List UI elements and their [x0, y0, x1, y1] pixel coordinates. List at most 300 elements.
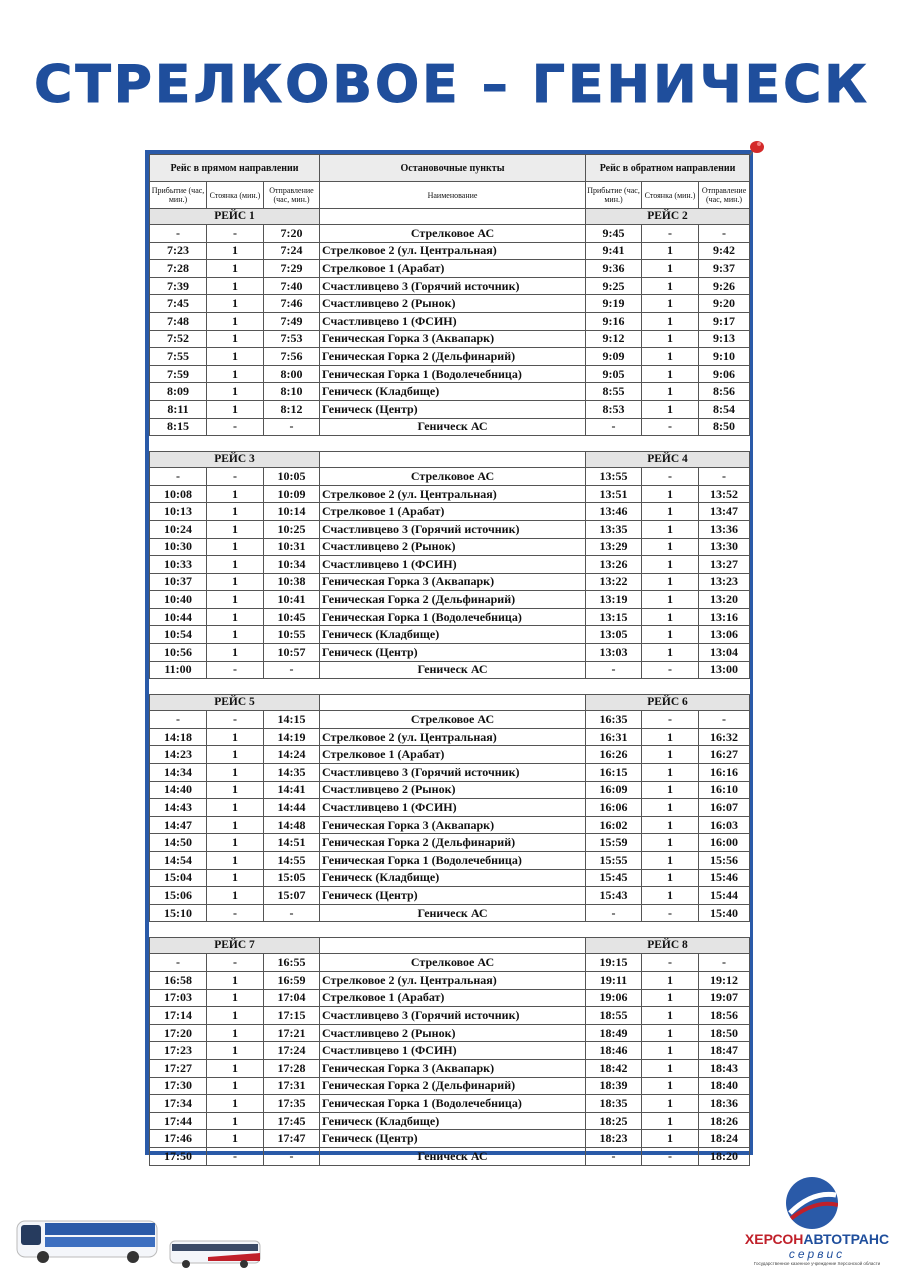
- time-cell: 18:42: [586, 1059, 642, 1077]
- time-cell: 9:19: [586, 295, 642, 313]
- stay-header: Стоянка (мин.): [207, 182, 264, 209]
- time-cell: 1: [642, 728, 699, 746]
- time-cell: 18:47: [699, 1042, 750, 1060]
- time-cell: 10:45: [264, 608, 320, 626]
- time-cell: 15:55: [586, 852, 642, 870]
- time-cell: 1: [642, 834, 699, 852]
- time-cell: 1: [642, 799, 699, 817]
- page-title: СТРЕЛКОВОЕ – ГЕНИЧЕСК: [34, 55, 870, 115]
- time-cell: 13:16: [699, 608, 750, 626]
- time-cell: 13:05: [586, 626, 642, 644]
- time-cell: -: [207, 904, 264, 922]
- time-cell: 8:12: [264, 400, 320, 418]
- schedule-row: [150, 711, 750, 729]
- stop-name: Геническ (Кладбище): [320, 869, 586, 887]
- time-cell: -: [207, 225, 264, 243]
- time-cell: 1: [207, 312, 264, 330]
- time-cell: 1: [642, 746, 699, 764]
- time-cell: 15:44: [699, 887, 750, 905]
- time-cell: 18:49: [586, 1024, 642, 1042]
- time-cell: 16:06: [586, 799, 642, 817]
- time-cell: -: [586, 1147, 642, 1165]
- time-cell: 17:28: [264, 1059, 320, 1077]
- stop-name: Геническая Горка 1 (Водолечебница): [320, 365, 586, 383]
- stop-name: Геническая Горка 2 (Дельфинарий): [320, 591, 586, 609]
- stop-name: Стрелковое АС: [320, 711, 586, 729]
- time-cell: 18:23: [586, 1130, 642, 1148]
- time-cell: 8:00: [264, 365, 320, 383]
- time-cell: 10:40: [150, 591, 207, 609]
- time-cell: 18:26: [699, 1112, 750, 1130]
- time-cell: 16:03: [699, 816, 750, 834]
- schedule-row: [150, 989, 750, 1007]
- time-cell: 7:49: [264, 312, 320, 330]
- stop-name: Геническ (Кладбище): [320, 1112, 586, 1130]
- time-cell: 14:19: [264, 728, 320, 746]
- time-cell: 17:45: [264, 1112, 320, 1130]
- time-cell: 10:44: [150, 608, 207, 626]
- time-cell: 1: [642, 852, 699, 870]
- time-cell: 1: [207, 989, 264, 1007]
- time-cell: 15:06: [150, 887, 207, 905]
- time-cell: 9:12: [586, 330, 642, 348]
- time-cell: -: [586, 904, 642, 922]
- schedule-row: [150, 538, 750, 556]
- time-cell: 9:17: [699, 312, 750, 330]
- schedule-row: [150, 520, 750, 538]
- time-cell: 1: [207, 260, 264, 278]
- time-cell: 1: [642, 887, 699, 905]
- time-cell: 1: [207, 1007, 264, 1025]
- time-cell: 1: [207, 869, 264, 887]
- time-cell: 18:55: [586, 1007, 642, 1025]
- stop-name: Геническая Горка 1 (Водолечебница): [320, 852, 586, 870]
- stop-name: Счастливцево 3 (Горячий источник): [320, 764, 586, 782]
- trip-label: РЕЙС 6: [586, 695, 750, 711]
- stop-name: Геническая Горка 1 (Водолечебница): [320, 608, 586, 626]
- time-cell: -: [699, 468, 750, 486]
- time-cell: 13:36: [699, 520, 750, 538]
- stop-name: Счастливцево 3 (Горячий источник): [320, 277, 586, 295]
- schedule-row: [150, 852, 750, 870]
- schedule-row: [150, 887, 750, 905]
- time-cell: 9:41: [586, 242, 642, 260]
- time-cell: 10:24: [150, 520, 207, 538]
- time-cell: -: [586, 418, 642, 436]
- stop-name: Геническ АС: [320, 661, 586, 679]
- time-cell: 1: [207, 781, 264, 799]
- time-cell: 8:53: [586, 400, 642, 418]
- time-cell: 7:48: [150, 312, 207, 330]
- time-cell: 14:15: [264, 711, 320, 729]
- time-cell: 13:26: [586, 556, 642, 574]
- time-cell: -: [642, 225, 699, 243]
- time-cell: 1: [642, 485, 699, 503]
- time-cell: -: [207, 954, 264, 972]
- time-cell: 7:53: [264, 330, 320, 348]
- time-cell: 13:04: [699, 644, 750, 662]
- time-cell: 9:06: [699, 365, 750, 383]
- time-cell: -: [642, 904, 699, 922]
- time-cell: 15:45: [586, 869, 642, 887]
- time-cell: 13:06: [699, 626, 750, 644]
- time-cell: 17:04: [264, 989, 320, 1007]
- time-cell: 16:35: [586, 711, 642, 729]
- time-cell: 7:23: [150, 242, 207, 260]
- time-cell: 1: [642, 242, 699, 260]
- time-cell: 14:43: [150, 799, 207, 817]
- stop-name: Стрелковое 2 (ул. Центральная): [320, 242, 586, 260]
- schedule-row: [150, 365, 750, 383]
- time-cell: 1: [207, 1059, 264, 1077]
- schedule-row: [150, 816, 750, 834]
- reverse-header: Рейс в обратном направлении: [586, 155, 750, 182]
- time-cell: 10:30: [150, 538, 207, 556]
- time-cell: 15:07: [264, 887, 320, 905]
- time-cell: 1: [642, 277, 699, 295]
- time-cell: 16:09: [586, 781, 642, 799]
- schedule-row: [150, 904, 750, 922]
- time-cell: 13:35: [586, 520, 642, 538]
- time-cell: 7:46: [264, 295, 320, 313]
- stop-name: Стрелковое 1 (Арабат): [320, 989, 586, 1007]
- time-cell: 15:46: [699, 869, 750, 887]
- time-cell: 14:48: [264, 816, 320, 834]
- time-cell: -: [207, 418, 264, 436]
- time-cell: 1: [207, 834, 264, 852]
- time-cell: 7:40: [264, 277, 320, 295]
- time-cell: 19:12: [699, 971, 750, 989]
- time-cell: 1: [207, 330, 264, 348]
- time-cell: 18:56: [699, 1007, 750, 1025]
- time-cell: 1: [207, 383, 264, 401]
- time-cell: 1: [642, 1130, 699, 1148]
- time-cell: 10:33: [150, 556, 207, 574]
- time-cell: 13:03: [586, 644, 642, 662]
- time-cell: 1: [642, 1059, 699, 1077]
- time-cell: 10:31: [264, 538, 320, 556]
- time-cell: 11:00: [150, 661, 207, 679]
- time-cell: 7:59: [150, 365, 207, 383]
- time-cell: 16:10: [699, 781, 750, 799]
- trip-label: РЕЙС 2: [586, 209, 750, 225]
- schedule-row: [150, 781, 750, 799]
- arrival-header: Прибытие (час, мин.): [150, 182, 207, 209]
- schedule-row: [150, 764, 750, 782]
- time-cell: 14:50: [150, 834, 207, 852]
- time-cell: 17:15: [264, 1007, 320, 1025]
- schedule-row: [150, 1007, 750, 1025]
- time-cell: 7:39: [150, 277, 207, 295]
- time-cell: 1: [642, 869, 699, 887]
- schedule-row: [150, 225, 750, 243]
- time-cell: 1: [642, 538, 699, 556]
- schedule-row: [150, 1024, 750, 1042]
- time-cell: 17:14: [150, 1007, 207, 1025]
- time-cell: 1: [642, 626, 699, 644]
- time-cell: 18:24: [699, 1130, 750, 1148]
- time-cell: 1: [642, 520, 699, 538]
- separator-cell: [150, 922, 750, 938]
- time-cell: 9:36: [586, 260, 642, 278]
- time-cell: 1: [207, 816, 264, 834]
- time-cell: 1: [207, 852, 264, 870]
- time-cell: 1: [207, 887, 264, 905]
- stop-name: Геническ АС: [320, 904, 586, 922]
- time-cell: 17:03: [150, 989, 207, 1007]
- time-cell: 1: [207, 746, 264, 764]
- schedule-row: [150, 573, 750, 591]
- time-cell: 10:41: [264, 591, 320, 609]
- stop-name: Геническая Горка 3 (Аквапарк): [320, 816, 586, 834]
- time-cell: 16:00: [699, 834, 750, 852]
- schedule-row: [150, 503, 750, 521]
- time-cell: 8:54: [699, 400, 750, 418]
- time-cell: 1: [207, 971, 264, 989]
- time-cell: 1: [642, 383, 699, 401]
- time-cell: 1: [642, 644, 699, 662]
- time-cell: 1: [207, 365, 264, 383]
- time-cell: 14:40: [150, 781, 207, 799]
- time-cell: 17:30: [150, 1077, 207, 1095]
- time-cell: 14:35: [264, 764, 320, 782]
- time-cell: 7:52: [150, 330, 207, 348]
- separator-cell: [150, 436, 750, 452]
- schedule-row: [150, 312, 750, 330]
- time-cell: 18:25: [586, 1112, 642, 1130]
- time-cell: 15:40: [699, 904, 750, 922]
- time-cell: 15:10: [150, 904, 207, 922]
- time-cell: -: [207, 468, 264, 486]
- schedule-row: [150, 260, 750, 278]
- time-cell: -: [642, 954, 699, 972]
- time-cell: 1: [207, 1095, 264, 1113]
- time-cell: 8:15: [150, 418, 207, 436]
- stop-name: Стрелковое АС: [320, 225, 586, 243]
- time-cell: 13:29: [586, 538, 642, 556]
- time-cell: 1: [207, 242, 264, 260]
- time-cell: 15:43: [586, 887, 642, 905]
- time-cell: 19:11: [586, 971, 642, 989]
- time-cell: 13:23: [699, 573, 750, 591]
- time-cell: -: [150, 954, 207, 972]
- time-cell: 18:40: [699, 1077, 750, 1095]
- time-cell: 10:37: [150, 573, 207, 591]
- block-separator: [150, 922, 750, 938]
- time-cell: 16:02: [586, 816, 642, 834]
- time-cell: 1: [642, 971, 699, 989]
- time-cell: 1: [207, 503, 264, 521]
- time-cell: 13:15: [586, 608, 642, 626]
- time-cell: -: [264, 904, 320, 922]
- company-logo: [742, 1175, 892, 1265]
- time-cell: 7:45: [150, 295, 207, 313]
- time-cell: 13:00: [699, 661, 750, 679]
- schedule-row: [150, 1059, 750, 1077]
- header-row: [150, 155, 750, 182]
- schedule-row: [150, 1130, 750, 1148]
- time-cell: 9:09: [586, 348, 642, 366]
- bus-illustration: [15, 1215, 160, 1265]
- schedule-row: [150, 591, 750, 609]
- schedule-row: [150, 242, 750, 260]
- stop-name: Геническая Горка 2 (Дельфинарий): [320, 834, 586, 852]
- time-cell: -: [586, 661, 642, 679]
- logo-wordmark: ХЕРСОНАВТОТРАНС: [744, 1231, 890, 1247]
- time-cell: 1: [207, 538, 264, 556]
- stop-name: Счастливцево 1 (ФСИН): [320, 556, 586, 574]
- time-cell: 8:50: [699, 418, 750, 436]
- time-cell: 1: [207, 764, 264, 782]
- stop-name: Стрелковое 1 (Арабат): [320, 503, 586, 521]
- trip-label: РЕЙС 7: [150, 938, 320, 954]
- schedule-row: [150, 834, 750, 852]
- time-cell: 1: [207, 728, 264, 746]
- time-cell: 8:56: [699, 383, 750, 401]
- time-cell: 7:28: [150, 260, 207, 278]
- stops-header: Остановочные пункты: [320, 155, 586, 182]
- time-cell: 16:32: [699, 728, 750, 746]
- time-cell: 14:18: [150, 728, 207, 746]
- stop-name: Счастливцево 3 (Горячий источник): [320, 520, 586, 538]
- time-cell: -: [642, 661, 699, 679]
- time-cell: 15:59: [586, 834, 642, 852]
- stop-name: Геническая Горка 2 (Дельфинарий): [320, 348, 586, 366]
- stop-name: Геническая Горка 3 (Аквапарк): [320, 330, 586, 348]
- stop-name: Стрелковое 1 (Арабат): [320, 746, 586, 764]
- schedule-row: [150, 418, 750, 436]
- time-cell: 14:54: [150, 852, 207, 870]
- stop-name: Счастливцево 2 (Рынок): [320, 295, 586, 313]
- schedule-row: [150, 954, 750, 972]
- time-cell: 1: [642, 781, 699, 799]
- time-cell: 9:45: [586, 225, 642, 243]
- logo-caption: Государственное казенное учреждение Херсонской области: [753, 1261, 881, 1266]
- schedule-row: [150, 661, 750, 679]
- trip-label-spacer: [320, 209, 586, 225]
- schedule-table: [149, 154, 750, 1166]
- stop-name: Стрелковое АС: [320, 468, 586, 486]
- time-cell: 18:35: [586, 1095, 642, 1113]
- schedule-row: [150, 746, 750, 764]
- stop-name: Стрелковое 2 (ул. Центральная): [320, 485, 586, 503]
- arrival-header: Прибытие (час, мин.): [586, 182, 642, 209]
- time-cell: 1: [207, 608, 264, 626]
- departure-header: Отправление (час, мин.): [699, 182, 750, 209]
- time-cell: 1: [642, 365, 699, 383]
- time-cell: 7:20: [264, 225, 320, 243]
- time-cell: 14:44: [264, 799, 320, 817]
- time-cell: 17:34: [150, 1095, 207, 1113]
- time-cell: 1: [207, 1077, 264, 1095]
- time-cell: -: [642, 1147, 699, 1165]
- departure-header: Отправление (час, мин.): [264, 182, 320, 209]
- time-cell: 10:13: [150, 503, 207, 521]
- time-cell: 14:24: [264, 746, 320, 764]
- time-cell: 1: [642, 260, 699, 278]
- time-cell: 10:54: [150, 626, 207, 644]
- time-cell: 15:05: [264, 869, 320, 887]
- time-cell: -: [207, 661, 264, 679]
- time-cell: 7:55: [150, 348, 207, 366]
- time-cell: 10:25: [264, 520, 320, 538]
- stay-header: Стоянка (мин.): [642, 182, 699, 209]
- time-cell: 1: [642, 608, 699, 626]
- time-cell: 1: [207, 277, 264, 295]
- time-cell: -: [264, 661, 320, 679]
- stop-name: Геническ АС: [320, 1147, 586, 1165]
- stop-name: Счастливцево 2 (Рынок): [320, 781, 586, 799]
- time-cell: 8:55: [586, 383, 642, 401]
- schedule-row: [150, 485, 750, 503]
- time-cell: 13:19: [586, 591, 642, 609]
- time-cell: 1: [642, 330, 699, 348]
- stop-name: Счастливцево 2 (Рынок): [320, 538, 586, 556]
- time-cell: 13:30: [699, 538, 750, 556]
- schedule-row: [150, 277, 750, 295]
- time-cell: 19:06: [586, 989, 642, 1007]
- trip-label-row: [150, 938, 750, 954]
- time-cell: -: [264, 1147, 320, 1165]
- time-cell: 14:55: [264, 852, 320, 870]
- schedule-row: [150, 1112, 750, 1130]
- logo-subtitle: сервис: [788, 1247, 846, 1261]
- time-cell: 18:50: [699, 1024, 750, 1042]
- time-cell: 18:20: [699, 1147, 750, 1165]
- time-cell: 1: [207, 295, 264, 313]
- time-cell: 9:25: [586, 277, 642, 295]
- time-cell: 1: [642, 764, 699, 782]
- schedule-row: [150, 400, 750, 418]
- time-cell: 1: [642, 591, 699, 609]
- time-cell: 13:27: [699, 556, 750, 574]
- time-cell: -: [642, 711, 699, 729]
- time-cell: -: [642, 468, 699, 486]
- time-cell: 1: [207, 799, 264, 817]
- time-cell: 17:50: [150, 1147, 207, 1165]
- time-cell: 13:46: [586, 503, 642, 521]
- trip-label-spacer: [320, 938, 586, 954]
- schedule-row: [150, 295, 750, 313]
- time-cell: -: [150, 711, 207, 729]
- time-cell: 8:11: [150, 400, 207, 418]
- subheader-row: [150, 182, 750, 209]
- trip-label: РЕЙС 3: [150, 452, 320, 468]
- time-cell: 16:58: [150, 971, 207, 989]
- time-cell: 16:26: [586, 746, 642, 764]
- time-cell: 9:20: [699, 295, 750, 313]
- schedule-row: [150, 1147, 750, 1165]
- stop-name: Счастливцево 1 (ФСИН): [320, 799, 586, 817]
- time-cell: 1: [207, 485, 264, 503]
- time-cell: 9:05: [586, 365, 642, 383]
- time-cell: 1: [207, 1130, 264, 1148]
- time-cell: 19:15: [586, 954, 642, 972]
- time-cell: 17:46: [150, 1130, 207, 1148]
- time-cell: 16:16: [699, 764, 750, 782]
- forward-header: Рейс в прямом направлении: [150, 155, 320, 182]
- separator-cell: [150, 679, 750, 695]
- time-cell: 1: [207, 400, 264, 418]
- time-cell: 16:27: [699, 746, 750, 764]
- stop-name: Стрелковое АС: [320, 954, 586, 972]
- stop-name: Стрелковое 2 (ул. Центральная): [320, 971, 586, 989]
- block-separator: [150, 679, 750, 695]
- stop-name: Геническ (Кладбище): [320, 383, 586, 401]
- time-cell: 9:26: [699, 277, 750, 295]
- schedule-row: [150, 728, 750, 746]
- time-cell: 16:07: [699, 799, 750, 817]
